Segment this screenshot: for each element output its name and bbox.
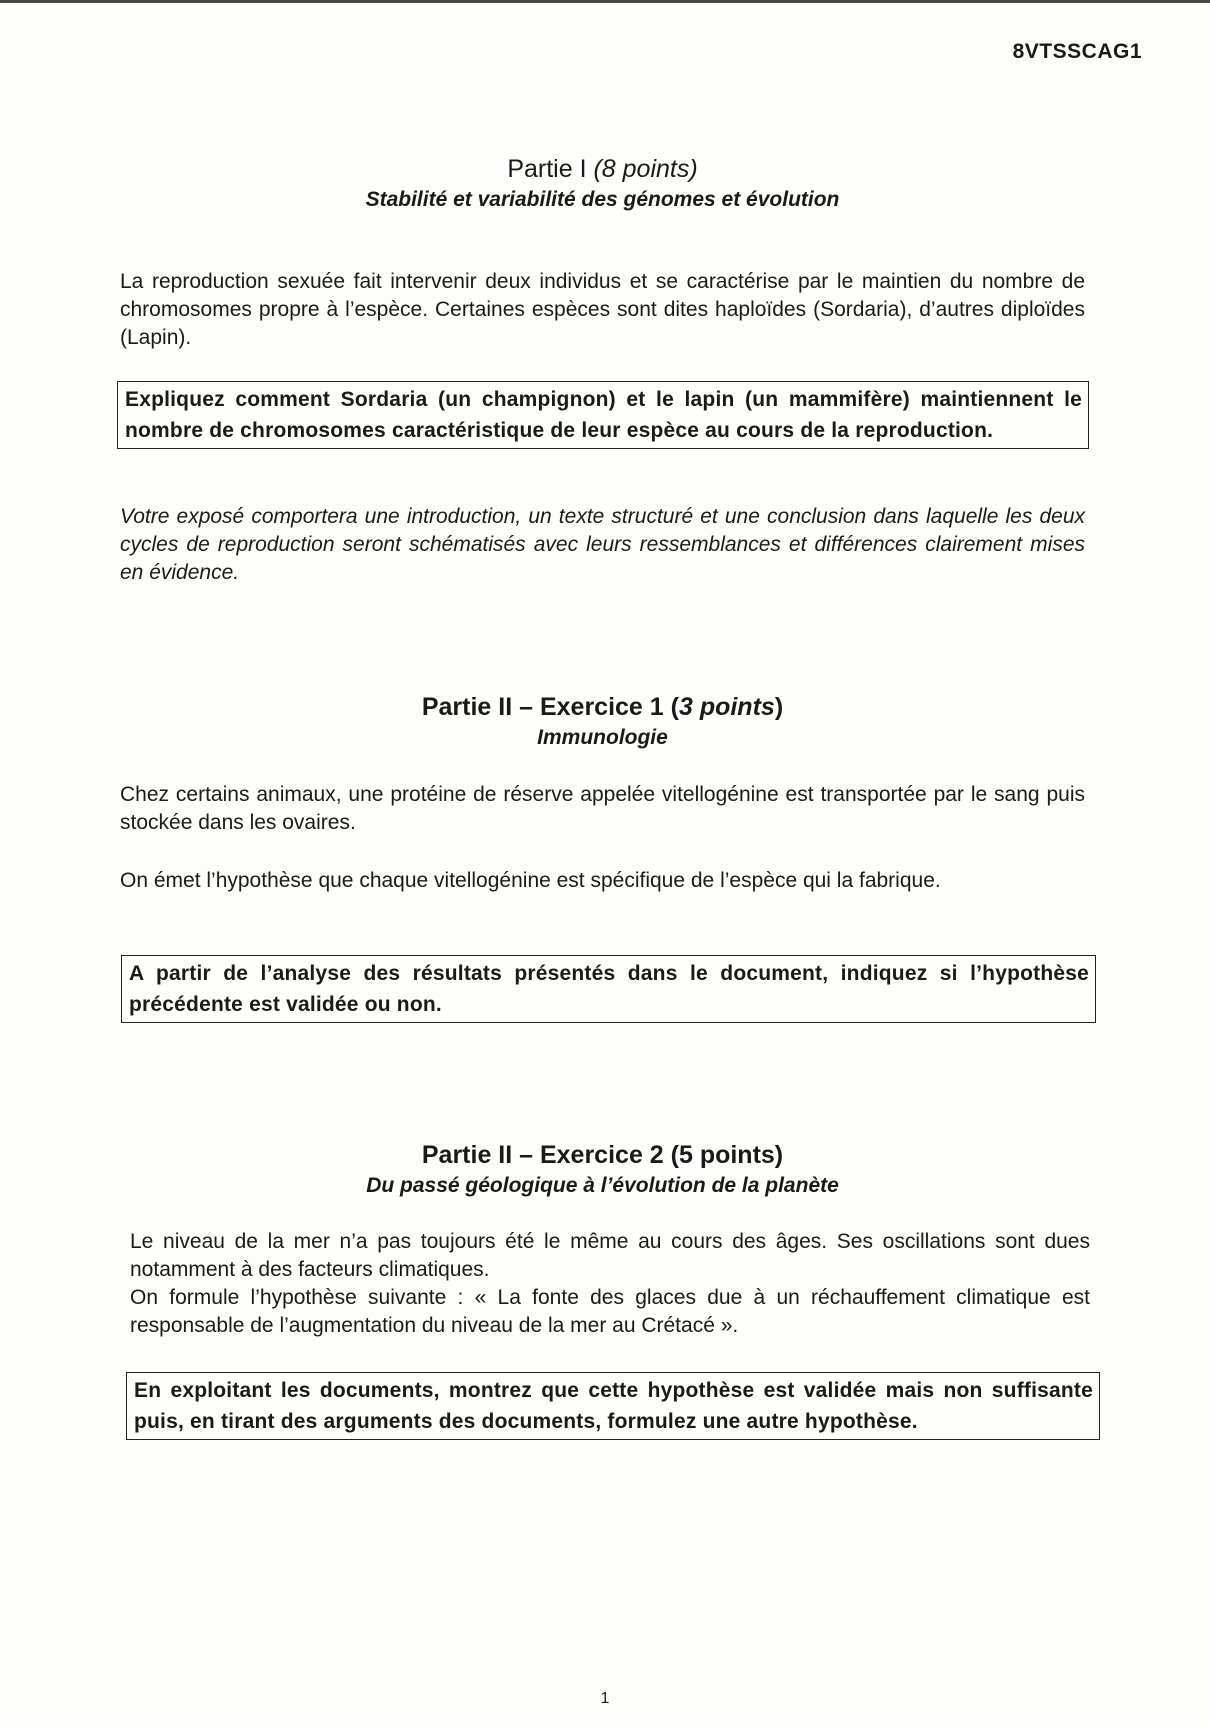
part2-ex2-subtitle: Du passé géologique à l’évolution de la planète — [366, 1174, 839, 1197]
part2-ex1-points-italic: 3 points — [678, 693, 775, 721]
part2-ex2-title: Partie II – Exercice 2 (5 points) — [421, 1141, 784, 1169]
part2-ex1-subtitle: Immunologie — [537, 726, 668, 749]
part2-ex2-paragraphs — [130, 1228, 1090, 1340]
part2-ex1-para1: Chez certains animaux, une protéine de réserve appelée vitellogénine est transportée par le sang puis stockée dans les ovaires. — [120, 783, 1085, 834]
part2-ex1-para2: On émet l’hypothèse que chaque vitellogénine est spécifique de l’espèce qui la fabrique. — [120, 869, 941, 892]
part1-intro: La reproduction sexuée fait intervenir deux individus et se caractérise par le maintien du nombre de chromosomes propre à l’espèce. Certaines espèces sont dites haploïdes (Sordaria), d’autres diploïdes (Lapin). — [120, 270, 1085, 349]
part2-ex1-para2-block — [120, 867, 1085, 895]
part1-question-box: Expliquez comment Sordaria (un champignon) et le lapin (un mammifère) maintiennent le nombre de chromosomes caractéristique de leur espèce au cours de la reproduction. — [117, 381, 1089, 449]
part2-ex1-heading — [120, 693, 1085, 750]
part1-subtitle: Stabilité et variabilité des génomes et évolution — [365, 188, 840, 211]
part1-instructions: Votre exposé comportera une introduction, un texte structuré et une conclusion dans laquelle les deux cycles de reproduction seront schématisés avec leurs ressemblances et différences clairement mises en évidence. — [120, 505, 1085, 584]
part2-ex1-para1-block — [120, 781, 1085, 837]
part1-points: (8 points) — [593, 155, 698, 183]
document-code: 8VTSSCAG1 — [1012, 40, 1142, 63]
part1-intro-block — [120, 268, 1085, 352]
part2-ex2-question-block — [126, 1372, 1100, 1440]
part1-title — [120, 155, 1085, 184]
part2-ex1-question-block — [121, 955, 1096, 1023]
part2-ex1-title — [120, 693, 1085, 722]
part1-instructions-block — [120, 503, 1085, 587]
top-rule — [0, 0, 1210, 3]
part2-ex2-question-box: En exploitant les documents, montrez que cette hypothèse est validée mais non suffisante puis, en tirant des arguments des documents, formulez une autre hypothèse. — [126, 1372, 1100, 1440]
part1-heading — [120, 155, 1085, 212]
part2-ex2-heading — [120, 1141, 1085, 1198]
part2-ex1-question-box: A partir de l’analyse des résultats présentés dans le document, indiquez si l’hypothèse précédente est validée ou non. — [121, 955, 1096, 1023]
page-number: 1 — [600, 1690, 610, 1707]
part2-ex2-para2: On formule l’hypothèse suivante : « La fonte des glaces due à un réchauffement climatique est responsable de l’augmentation du niveau de la mer au Crétacé ». — [130, 1286, 1090, 1337]
part2-ex2-para1: Le niveau de la mer n’a pas toujours été le même au cours des âges. Ses oscillations sont dues notamment à des facteurs climatiques. — [130, 1230, 1090, 1281]
part1-title-text: Partie I — [507, 155, 587, 183]
part2-ex1-points: (3 points) — [670, 693, 784, 721]
part1-question-block — [117, 381, 1089, 449]
part2-ex1-title-text: Partie II – Exercice 1 — [421, 693, 664, 721]
